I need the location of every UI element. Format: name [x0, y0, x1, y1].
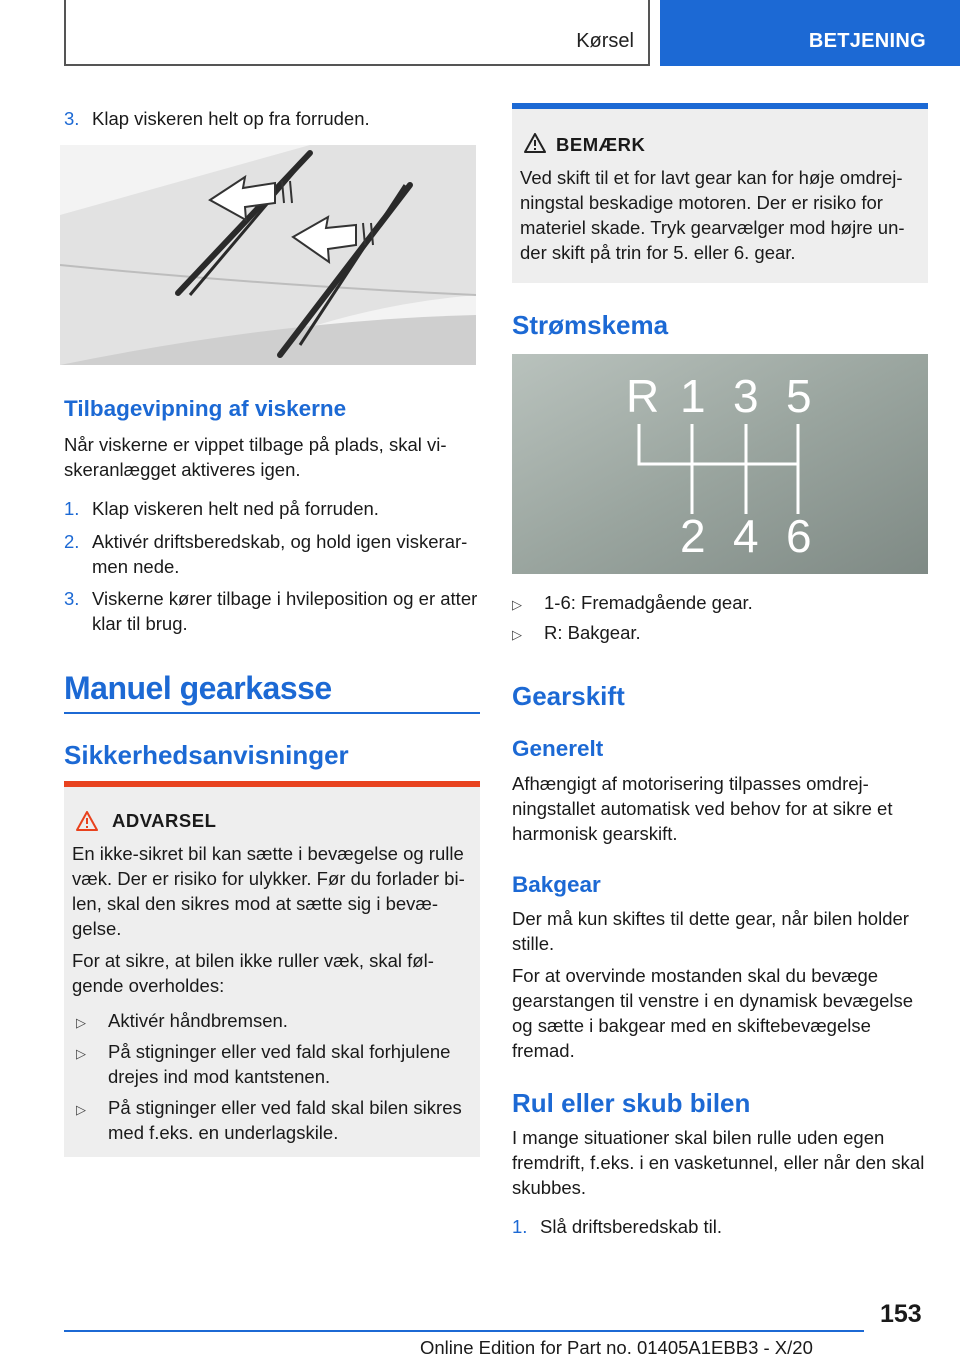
warning-bar: [64, 781, 480, 787]
generelt-text: Afhængigt af motorisering tilpasses omdrejningstallet automatisk ved behov for at sikre et harmonisk gearskift.: [512, 773, 893, 844]
bullet-text: Aktivér håndbremsen.: [108, 1010, 288, 1031]
gear-label-5: 5: [786, 370, 812, 422]
gear-label-1: 1: [680, 370, 706, 422]
page-number: 153: [880, 1300, 922, 1328]
gear-label-3: 3: [733, 370, 759, 422]
subheading-bakgear: Bakgear: [512, 872, 601, 897]
step-text: Klap viskeren helt ned på forruden.: [92, 498, 379, 519]
warning-box: [64, 781, 480, 1157]
bullet-triangle-icon: ▷: [76, 1015, 86, 1030]
warning-title: ADVARSEL: [112, 810, 217, 831]
section-heading-tilbagevipning: Tilbagevipning af viskerne: [64, 396, 347, 421]
warning-bullet: [76, 1095, 476, 1145]
gear-bullet: [512, 590, 928, 617]
tilbage-step-3: [64, 586, 480, 636]
bullet-triangle-icon: ▷: [512, 627, 522, 642]
bullet-text: 1-6: Fremadgående gear.: [544, 592, 753, 613]
step-number: 3.: [64, 588, 80, 609]
caution-triangle-icon: [524, 133, 546, 153]
warning-bullet: [76, 1039, 476, 1089]
bullet-triangle-icon: ▷: [76, 1102, 86, 1117]
chapter-title-manuel-gearkasse: Manuel gearkasse: [64, 670, 332, 706]
wiper-step-3: [64, 106, 480, 131]
gear-bullet: [512, 620, 928, 647]
warning-triangle-icon: [76, 811, 98, 831]
footer-rule: [64, 1330, 864, 1332]
note-text: Ved skift til et for lavt gear kan for høje omdrejningstal beskadige motoren. Der er risiko for materiel skade. Tryk gearvælger mod højre under skift på trin for 5. eller 6. gear.: [520, 167, 905, 263]
note-title: BEMÆRK: [556, 134, 646, 155]
header-chapter-tab: [660, 0, 960, 66]
section-title-stromskema: Strømskema: [512, 310, 669, 340]
tilbage-intro: Når viskerne er vippet tilbage på plads, skal viskeranlægget aktiveres igen.: [64, 434, 447, 480]
section-title-gearskift: Gearskift: [512, 681, 625, 711]
bullet-text: På stigninger eller ved fald skal bilen sikres med f.eks. en underlagskile.: [108, 1097, 462, 1143]
step-text: Slå driftsberedskab til.: [540, 1216, 723, 1237]
warning-text-1: En ikke-sikret bil kan sætte i bevægelse og rulle væk. Der er risiko for ulykker. Før du forlader bilen, skal den sikres mod at sætte sig i bevægelse.: [72, 843, 465, 939]
bullet-triangle-icon: ▷: [512, 597, 522, 612]
step-text: Klap viskeren helt op fra forruden.: [92, 108, 370, 129]
header-section-tab: [64, 0, 650, 66]
gear-label-2: 2: [680, 510, 706, 562]
bullet-text: R: Bakgear.: [544, 622, 641, 643]
subheading-generelt: Generelt: [512, 736, 604, 761]
step-text: Aktivér driftsberedskab, og hold igen viskerarmen nede.: [92, 531, 468, 577]
bakgear-text-2: For at overvinde mostanden skal du bevæge gearstangen til venstre i en dynamisk bevægelse og sætte i bakgear med en skiftebevægelse fremad.: [512, 965, 914, 1061]
gear-label-4: 4: [733, 510, 759, 562]
warning-text-2: For at sikre, at bilen ikke ruller væk, skal følgende overholdes:: [72, 950, 434, 996]
tilbage-step-2: [64, 529, 480, 579]
gear-label-6: 6: [786, 510, 812, 562]
step-number: 1.: [64, 498, 80, 519]
note-box: [512, 103, 928, 283]
rul-step-1: [512, 1214, 928, 1239]
tilbage-step-1: [64, 496, 480, 521]
header-chapter-label: BETJENING: [808, 30, 926, 52]
step-number: 2.: [64, 531, 80, 552]
gear-shift-diagram: [512, 354, 928, 574]
title-underline: [64, 712, 480, 714]
warning-bullet: [76, 1008, 476, 1035]
section-title-sikkerhedsanvisninger: Sikkerhedsanvisninger: [64, 740, 349, 770]
footer-edition: Online Edition for Part no. 01405A1EBB3 - X/20: [420, 1337, 813, 1358]
rul-text: I mange situationer skal bilen rulle uden egen fremdrift, f.eks. i en vasketunnel, eller når den skal skubbes.: [512, 1127, 925, 1198]
gear-label-r: R: [626, 370, 660, 422]
note-bar: [512, 103, 928, 109]
step-number: 1.: [512, 1216, 528, 1237]
bullet-text: På stigninger eller ved fald skal forhjulene drejes ind mod kantstenen.: [108, 1041, 451, 1087]
header-section-label: Kørsel: [576, 30, 634, 52]
step-text: Viskerne kører tilbage i hvileposition og er atter klar til brug.: [92, 588, 478, 634]
section-title-rul-eller-skub: Rul eller skub bilen: [512, 1088, 751, 1118]
bullet-triangle-icon: ▷: [76, 1046, 86, 1061]
bakgear-text-1: Der må kun skiftes til dette gear, når bilen holder stille.: [512, 908, 909, 954]
wiper-illustration: [60, 145, 476, 365]
step-number: 3.: [64, 108, 80, 129]
